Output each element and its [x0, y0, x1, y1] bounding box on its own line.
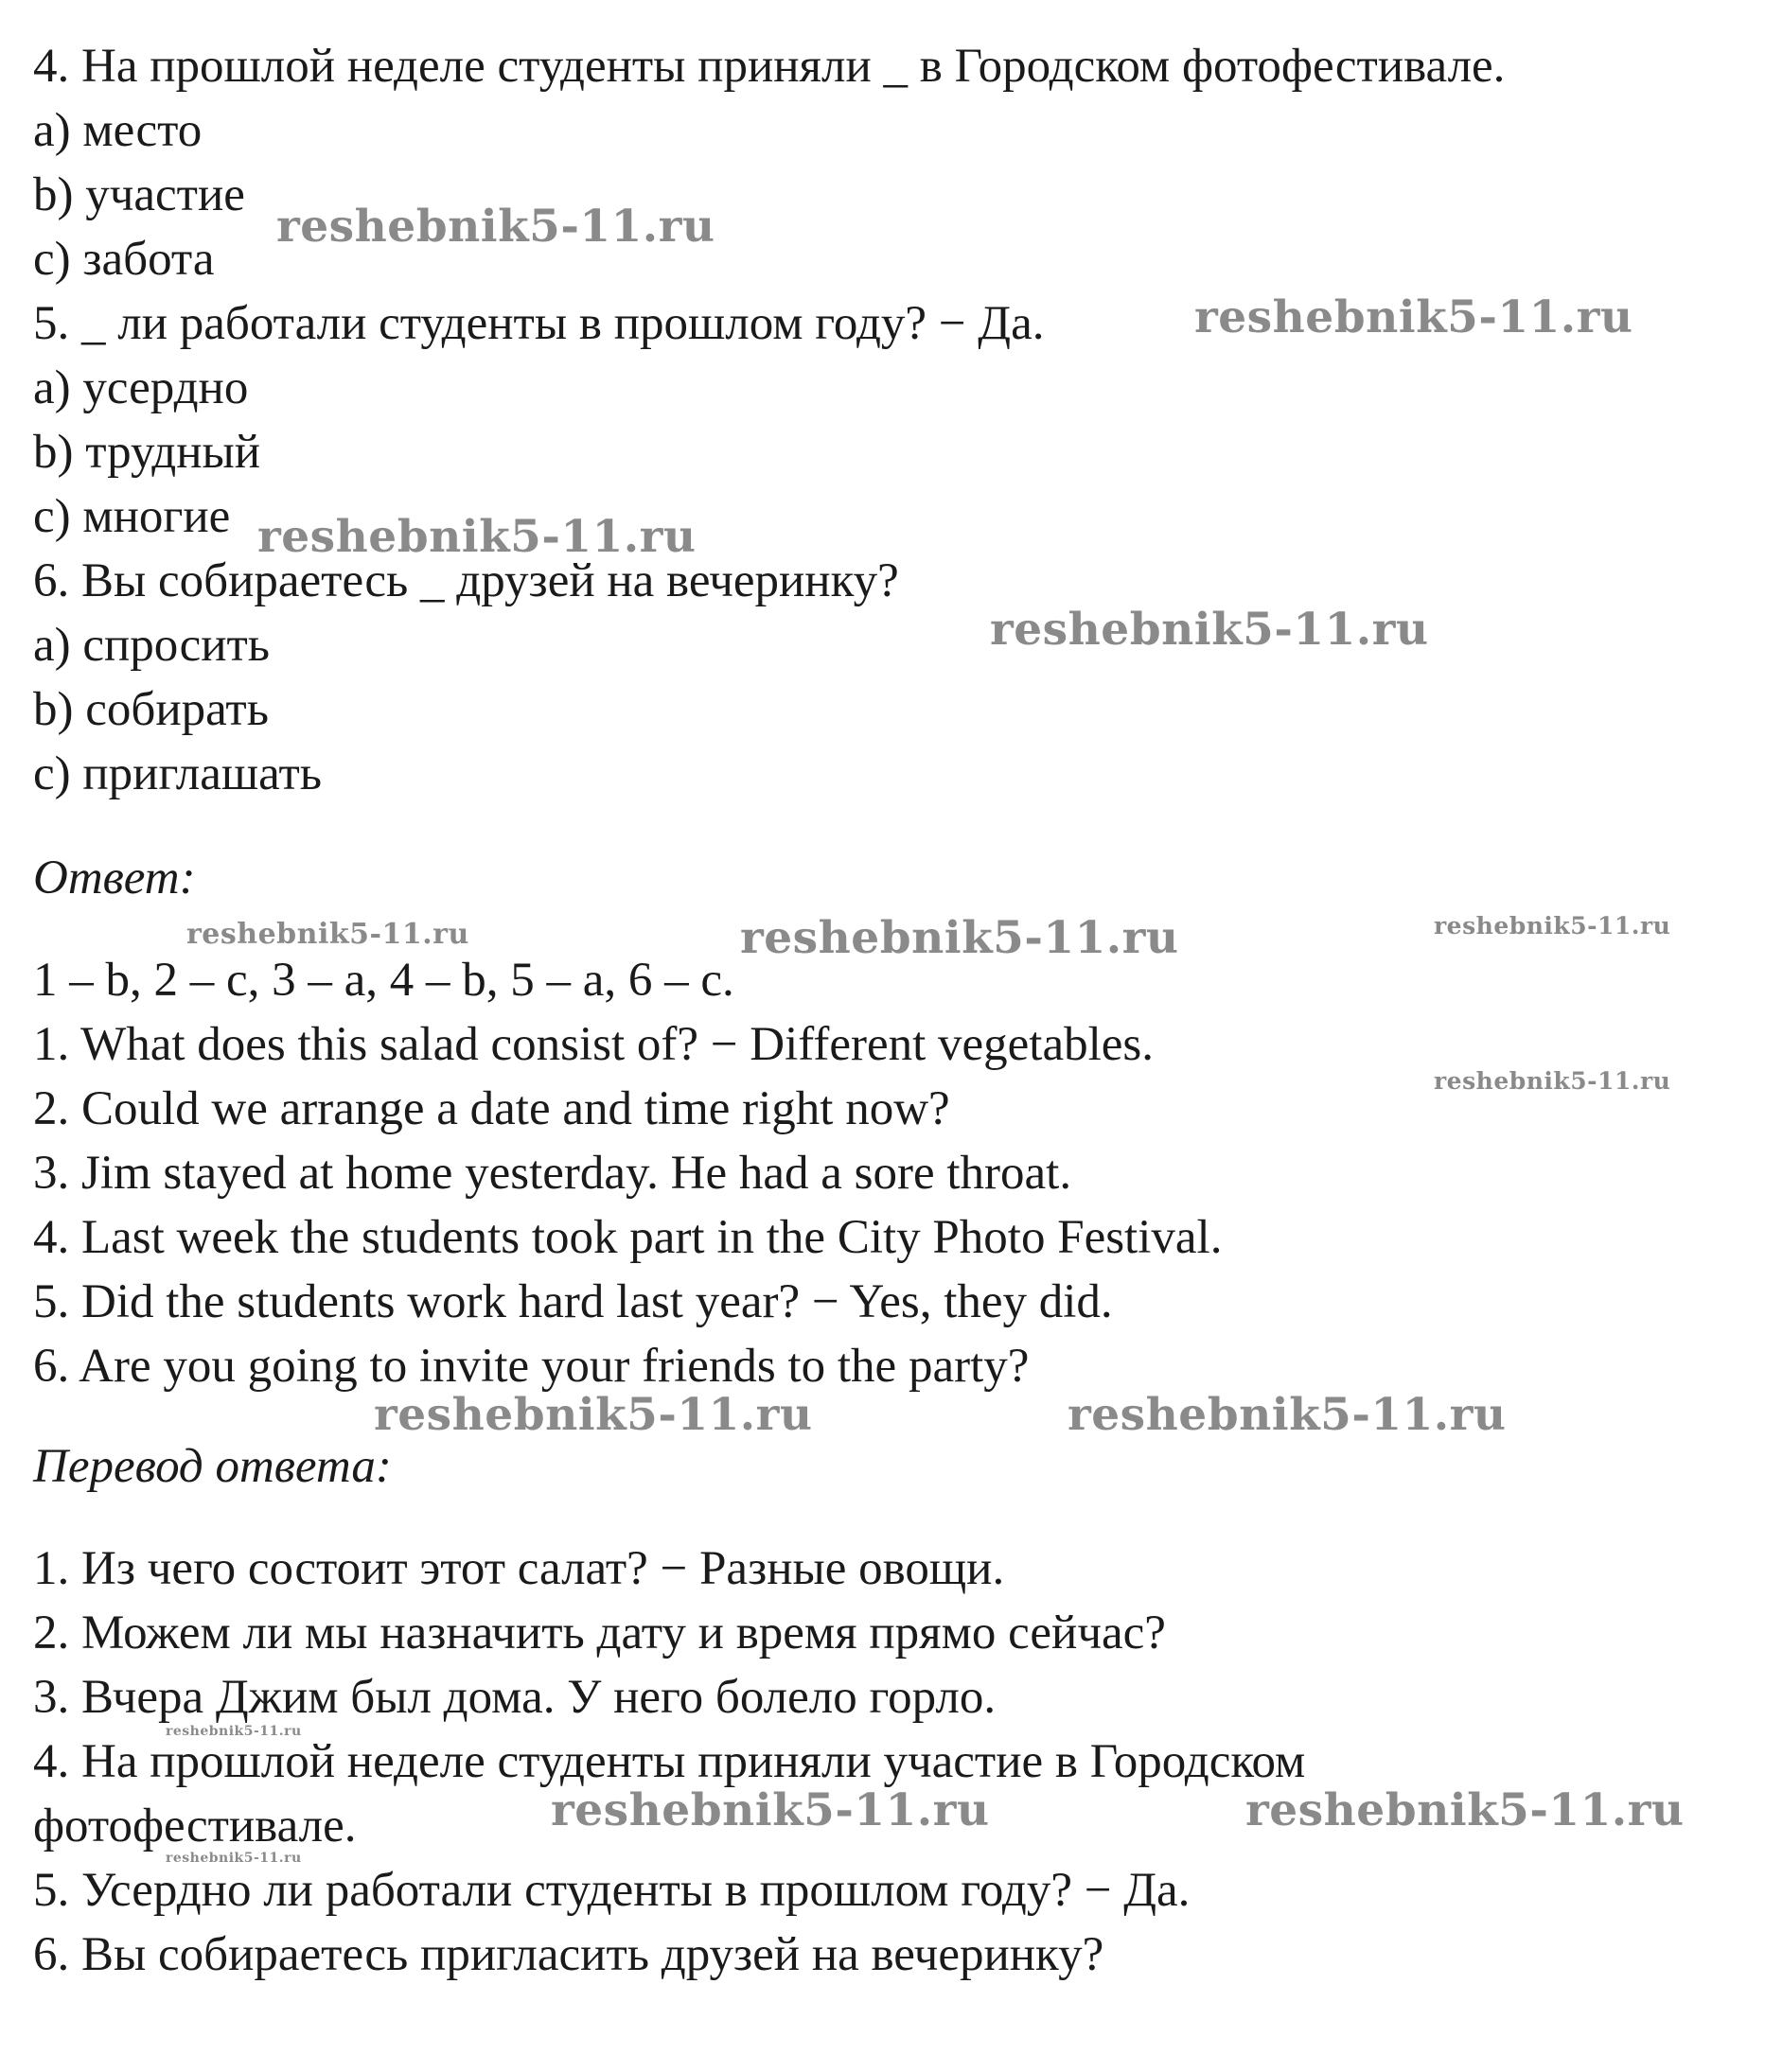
answer-sentence-3: 3. Jim stayed at home yesterday. He had a sore throat.: [33, 1147, 1072, 1200]
answer-sentence-6: 6. Are you going to invite your friends to the party?: [33, 1340, 1030, 1393]
translation-line-6: 5. Усердно ли работали студенты в прошлом году? − Да.: [33, 1864, 1191, 1917]
watermark: reshebnik5-11.ru: [1434, 1067, 1671, 1095]
watermark: reshebnik5-11.ru: [166, 1851, 302, 1866]
question-4-option-c: c) забота: [33, 233, 215, 286]
watermark: reshebnik5-11.ru: [1194, 291, 1633, 343]
answer-heading: Ответ:: [33, 852, 196, 904]
answer-sentence-5: 5. Did the students work hard last year? − Yes, they did.: [33, 1275, 1113, 1328]
watermark: reshebnik5-11.ru: [740, 912, 1179, 964]
answer-sentence-1: 1. What does this salad consist of? − Different vegetables.: [33, 1018, 1154, 1071]
watermark: reshebnik5-11.ru: [166, 1724, 302, 1739]
translation-line-2: 2. Можем ли мы назначить дату и время прямо сейчас?: [33, 1607, 1166, 1659]
question-5-option-a: a) усердно: [33, 361, 249, 414]
watermark: reshebnik5-11.ru: [186, 918, 469, 951]
question-6-stem: 6. Вы собираетесь _ друзей на вечеринку?: [33, 554, 899, 607]
watermark: reshebnik5-11.ru: [257, 511, 697, 563]
watermark: reshebnik5-11.ru: [276, 201, 715, 253]
translation-line-1: 1. Из чего состоит этот салат? − Разные овощи.: [33, 1542, 1005, 1595]
question-5-stem: 5. _ ли работали студенты в прошлом году? − Да.: [33, 297, 1045, 350]
question-4-option-a: a) место: [33, 104, 203, 157]
question-6-option-b: b) собирать: [33, 683, 269, 736]
question-6-option-a: a) спросить: [33, 619, 271, 672]
watermark: reshebnik5-11.ru: [1434, 912, 1671, 939]
translation-line-3: 3. Вчера Джим был дома. У него болело горло.: [33, 1671, 997, 1724]
translation-line-5: фотофестивале.: [33, 1800, 357, 1853]
question-5-option-b: b) трудный: [33, 426, 261, 479]
translation-line-7: 6. Вы собираетесь пригласить друзей на вечеринку?: [33, 1928, 1104, 1981]
translation-heading: Перевод ответа:: [33, 1440, 392, 1493]
watermark: reshebnik5-11.ru: [990, 604, 1429, 656]
answer-sentence-4: 4. Last week the students took part in the City Photo Festival.: [33, 1211, 1223, 1264]
watermark: reshebnik5-11.ru: [551, 1784, 990, 1836]
watermark: reshebnik5-11.ru: [374, 1389, 813, 1441]
answer-key: 1 – b, 2 – c, 3 – a, 4 – b, 5 – a, 6 – c.: [33, 954, 734, 1007]
question-5-option-c: c) многие: [33, 490, 231, 543]
question-4-stem: 4. На прошлой неделе студенты приняли _ в Городском фотофестивале.: [33, 40, 1506, 93]
question-6-option-c: c) приглашать: [33, 747, 323, 800]
watermark: reshebnik5-11.ru: [1245, 1784, 1685, 1836]
translation-line-4: 4. На прошлой неделе студенты приняли участие в Городском: [33, 1735, 1306, 1788]
answer-sentence-2: 2. Could we arrange a date and time right now?: [33, 1082, 950, 1135]
question-4-option-b: b) участие: [33, 168, 245, 221]
watermark: reshebnik5-11.ru: [1068, 1389, 1507, 1441]
